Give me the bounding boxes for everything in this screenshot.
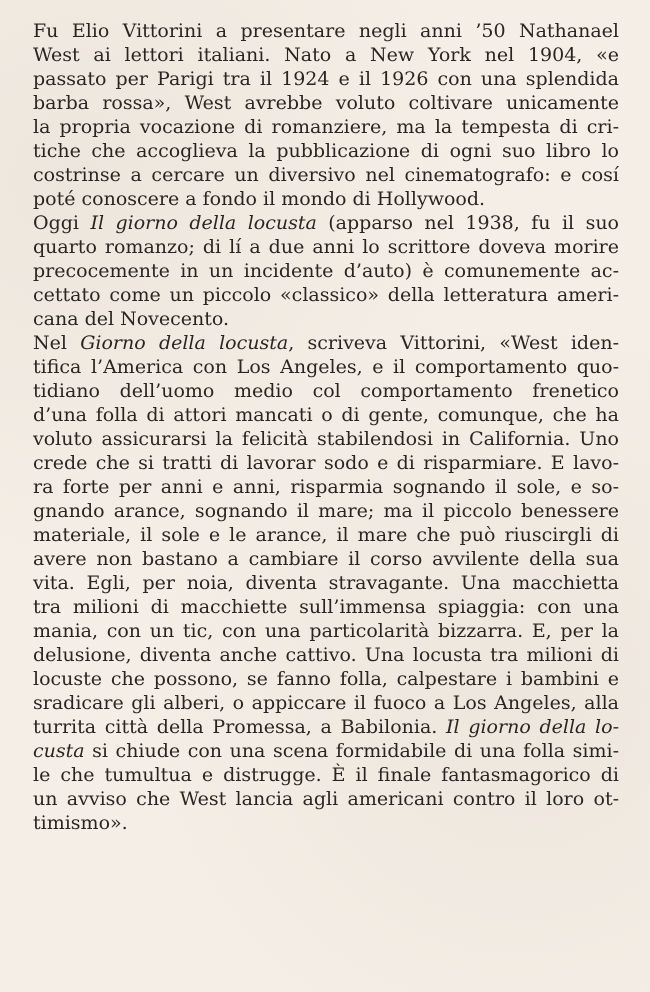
text-line: turrita città della Promessa, a Babilonia. Il giorno della lo- [33, 716, 619, 738]
text-line: cana del Novecento. [33, 308, 230, 330]
text-line: barba rossa», West avrebbe voluto coltivare unicamente [33, 92, 619, 114]
text-line: avere non bastano a cambiare il corso avvilente della sua [33, 548, 619, 570]
text-line: crede che si tratti di lavorar sodo e di risparmiare. E lavo- [33, 452, 619, 474]
text-line: quarto romanzo; di lí a due anni lo scrittore doveva morire [33, 236, 619, 258]
text-line: poté conoscere a fondo il mondo di Hollywood. [33, 188, 486, 210]
text-line: la propria vocazione di romanziere, ma la tempesta di cri- [33, 116, 619, 138]
text-line: materiale, il sole e le arance, il mare che può riuscirgli di [33, 524, 619, 546]
text-line: precocemente in un incidente d’auto) è comunemente ac- [33, 260, 619, 282]
text-line: Fu Elio Vittorini a presentare negli anni ’50 Nathanael [33, 20, 619, 42]
text-line: vita. Egli, per noia, diventa stravagante. Una macchietta [33, 572, 619, 594]
text-line: mania, con un tic, con una particolarità bizzarra. E, per la [33, 620, 619, 642]
text-line: tidiano dell’uomo medio col comportamento frenetico [33, 380, 619, 402]
text-line: voluto assicurarsi la felicità stabilendosi in California. Uno [33, 428, 619, 450]
text-line: delusione, diventa anche cattivo. Una locusta tra milioni di [33, 644, 619, 666]
text-line: tifica l’America con Los Angeles, e il comportamento quo- [33, 356, 619, 378]
text-line: Oggi Il giorno della locusta (apparso nel 1938, fu il suo [33, 212, 619, 234]
text-line: gnando arance, sognando il mare; ma il piccolo benessere [33, 500, 619, 522]
text-line: West ai lettori italiani. Nato a New York nel 1904, «e [33, 44, 619, 66]
text-line: passato per Parigi tra il 1924 e il 1926 con una splendida [33, 68, 619, 90]
text-line: ra forte per anni e anni, risparmia sognando il sole, e so- [33, 476, 619, 498]
text-line: custa si chiude con una scena formidabile di una folla simi- [33, 740, 619, 762]
text-line: Nel Giorno della locusta, scriveva Vittorini, «West iden- [33, 332, 619, 354]
body-text [33, 19, 619, 835]
text-line: le che tumultua e distrugge. È il finale fantasmagorico di [33, 764, 619, 786]
text-line: costrinse a cercare un diversivo nel cinematografo: e cosí [33, 164, 619, 186]
text-line: un avviso che West lancia agli americani contro il loro ot- [33, 788, 619, 810]
text-line: timismo». [33, 812, 128, 834]
text-line: tiche che accoglieva la pubblicazione di ogni suo libro lo [33, 140, 619, 162]
text-line: cettato come un piccolo «classico» della letteratura ameri- [33, 284, 619, 306]
text-line: tra milioni di macchiette sull’immensa spiaggia: con una [33, 596, 619, 618]
text-line: sradicare gli alberi, o appiccare il fuoco a Los Angeles, alla [33, 692, 619, 714]
text-line: locuste che possono, se fanno folla, calpestare i bambini e [33, 668, 619, 690]
text-line: d’una folla di attori mancati o di gente, comunque, che ha [33, 404, 619, 426]
